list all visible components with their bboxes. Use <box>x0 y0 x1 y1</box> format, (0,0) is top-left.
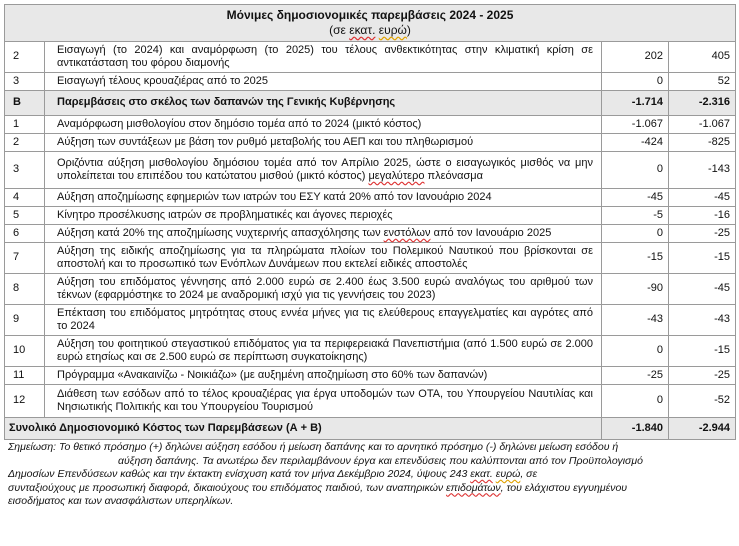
table-row <box>5 274 736 305</box>
row-value-2025: -52 <box>669 385 736 418</box>
row-number: 3 <box>5 73 45 91</box>
row-value-2025: -143 <box>669 152 736 189</box>
table-row <box>5 73 736 91</box>
table-row <box>5 305 736 336</box>
row-description: Επέκταση του επιδόματος μητρότητας στους εννέα μήνες για τις ελεύθερους επαγγελματίες και αγρότες από το 2024 <box>45 305 602 336</box>
row-value-2024: -1.067 <box>602 116 669 134</box>
row-value-2025: -16 <box>669 207 736 225</box>
row-value-2025: -1.067 <box>669 116 736 134</box>
table-row <box>5 42 736 73</box>
total-value-2025: -2.944 <box>669 418 736 440</box>
row-value-2025: -43 <box>669 305 736 336</box>
table-row <box>5 134 736 152</box>
table-title: Μόνιμες δημοσιονομικές παρεμβάσεις 2024 - 2025 <box>226 8 514 22</box>
section-b-row <box>5 91 736 116</box>
row-description: Αύξηση αποζημίωσης εφημεριών των ιατρών του ΕΣΥ κατά 20% από τον Ιανουάριο 2024 <box>45 189 602 207</box>
note-line: αύξηση δαπάνης. Τα ανωτέρω δεν περιλαμβάνουν έργα και επενδύσεις που καλύπτονται από τον Προϋπολογισμό <box>118 454 643 467</box>
row-value-2025: -825 <box>669 134 736 152</box>
row-description: Οριζόντια αύξηση μισθολογίου δημόσιου τομέα από τον Απρίλιο 2025, ώστε ο εισαγωγικός μισθός να μην υπολείπεται του επιπέδου του κατώτατου μισθού (μικτό κόστος) μεγαλύτερο πλεόνασμα <box>45 152 602 189</box>
row-number: 10 <box>5 336 45 367</box>
row-number: 4 <box>5 189 45 207</box>
row-description: Πρόγραμμα «Ανακαινίζω - Νοικιάζω» (με αυξημένη αποζημίωση στο 60% των δαπανών) <box>45 367 602 385</box>
row-description: Αύξηση των συντάξεων με βάση τον ρυθμό μεταβολής του ΑΕΠ και του πληθωρισμού <box>45 134 602 152</box>
section-value-2024: -1.714 <box>602 91 669 116</box>
row-value-2024: 0 <box>602 225 669 243</box>
row-description: Αύξηση του φοιτητικού στεγαστικού επιδόματος για τα περιφερειακά Πανεπιστήμια (από 1.500 ευρώ σε 2.000 ευρώ ετησίως και σε 2.500 ευρώ σε περίπτωση συγκατοίκησης) <box>45 336 602 367</box>
row-value-2024: 0 <box>602 152 669 189</box>
row-value-2025: -25 <box>669 225 736 243</box>
fiscal-table-container <box>4 4 735 509</box>
row-value-2025: -45 <box>669 189 736 207</box>
row-number: 1 <box>5 116 45 134</box>
table-row <box>5 367 736 385</box>
row-value-2024: -5 <box>602 207 669 225</box>
table-row <box>5 116 736 134</box>
fiscal-measures-table <box>4 4 736 440</box>
row-value-2025: -15 <box>669 336 736 367</box>
table-row <box>5 189 736 207</box>
note-line: συνταξιούχους με προσωπική διαφορά, δικαιούχους του επιδόματος παιδιού, των αναπηρικών επιδομάτων, του ελάχιστου εγγυημένου <box>8 481 628 494</box>
table-row <box>5 152 736 189</box>
table-row <box>5 385 736 418</box>
row-number: 3 <box>5 152 45 189</box>
row-description: Αύξηση κατά 20% της αποζημίωσης νυχτερινής απασχόλησης των ενστόλων από τον Ιανουάριο 2025 <box>45 225 602 243</box>
row-value-2024: 0 <box>602 73 669 91</box>
row-description: Διάθεση των εσόδων από το τέλος κρουαζιέρας για έργα υποδομών των ΟΤΑ, του Υπουργείου Ναυτιλίας και Νησιωτικής Πολιτικής και του Υπουργείου Τουρισμού <box>45 385 602 418</box>
row-value-2024: 202 <box>602 42 669 73</box>
row-description: Αύξηση της ειδικής αποζημίωσης για τα πληρώματα πλοίων του Πολεμικού Ναυτικού που βρίσκονται σε αποστολή και το προσωπικό των Ενόπλων Δυνάμεων που εκτελεί ειδικές αποστολές <box>45 243 602 274</box>
table-row <box>5 225 736 243</box>
row-number: 2 <box>5 134 45 152</box>
section-value-2025: -2.316 <box>669 91 736 116</box>
table-note <box>4 441 735 509</box>
row-value-2024: 0 <box>602 385 669 418</box>
row-value-2025: 405 <box>669 42 736 73</box>
row-number: 8 <box>5 274 45 305</box>
row-description: Κίνητρο προσέλκυσης ιατρών σε προβληματικές και άγονες περιοχές <box>45 207 602 225</box>
table-subtitle: (σε εκατ. ευρώ) <box>329 23 411 37</box>
row-value-2025: -25 <box>669 367 736 385</box>
row-value-2024: -43 <box>602 305 669 336</box>
row-value-2024: -424 <box>602 134 669 152</box>
row-value-2024: -90 <box>602 274 669 305</box>
row-number: 5 <box>5 207 45 225</box>
row-number: 9 <box>5 305 45 336</box>
total-label: Συνολικό Δημοσιονομικό Κόστος των Παρεμβάσεων (Α + Β) <box>5 418 602 440</box>
row-value-2025: -45 <box>669 274 736 305</box>
row-number: 6 <box>5 225 45 243</box>
section-code: Β <box>5 91 45 116</box>
total-row <box>5 418 736 440</box>
row-value-2024: 0 <box>602 336 669 367</box>
row-value-2025: 52 <box>669 73 736 91</box>
note-line: Σημείωση: Το θετικό πρόσημο (+) δηλώνει αύξηση εσόδου ή μείωση δαπάνης και το αρνητικό πρόσημο (-) δηλώνει μείωση εσόδου ή <box>8 441 619 453</box>
row-number: 11 <box>5 367 45 385</box>
row-number: 2 <box>5 42 45 73</box>
total-value-2024: -1.840 <box>602 418 669 440</box>
table-header-row <box>5 5 736 42</box>
table-row <box>5 207 736 225</box>
row-value-2025: -15 <box>669 243 736 274</box>
row-value-2024: -25 <box>602 367 669 385</box>
note-line: Δημοσίων Επενδύσεων καθώς και την έκτακτη ενίσχυση κατά τον μήνα Δεκέμβριο 2024, ύψους 243 εκατ. ευρώ, σε <box>8 468 538 480</box>
section-label: Παρεμβάσεις στο σκέλος των δαπανών της Γενικής Κυβέρνησης <box>45 91 602 116</box>
row-number: 7 <box>5 243 45 274</box>
row-description: Αναμόρφωση μισθολογίου στον δημόσιο τομέα από το 2024 (μικτό κόστος) <box>45 116 602 134</box>
row-description: Αύξηση του επιδόματος γέννησης από 2.000 ευρώ σε 2.400 έως 3.500 ευρώ αναλόγως του αριθμού των τέκνων (εφαρμόστηκε το 2024 με αναδρομική ισχύ για τις γεννήσεις του 2023) <box>45 274 602 305</box>
row-value-2024: -45 <box>602 189 669 207</box>
row-description: Εισαγωγή τέλους κρουαζιέρας από το 2025 <box>45 73 602 91</box>
note-line: εισοδήματος και των ανασφάλιστων υπερηλίκων. <box>8 495 234 507</box>
row-number: 12 <box>5 385 45 418</box>
row-value-2024: -15 <box>602 243 669 274</box>
row-description: Εισαγωγή (το 2024) και αναμόρφωση (το 2025) του τέλους ανθεκτικότητας στην κλιματική κρίση σε αντικατάσταση του φόρου διαμονής <box>45 42 602 73</box>
table-row <box>5 336 736 367</box>
table-title-cell <box>5 5 736 42</box>
table-row <box>5 243 736 274</box>
